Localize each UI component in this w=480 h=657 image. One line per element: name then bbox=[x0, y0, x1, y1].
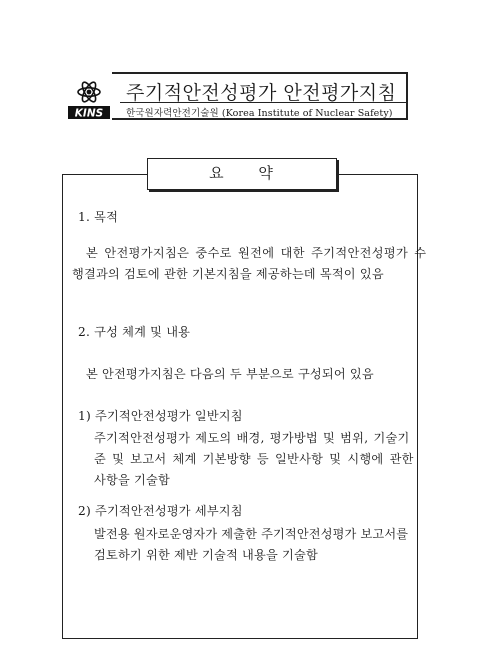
logo-text: KINS bbox=[74, 107, 104, 120]
section-2-intro: 본 안전평가지침은 다음의 두 부분으로 구성되어 있음 bbox=[86, 367, 374, 381]
kins-logo bbox=[68, 78, 110, 120]
section-1-heading: 1. 목적 bbox=[78, 210, 119, 224]
summary-title: 요 약 bbox=[147, 158, 337, 190]
item-1-line-2: 준 및 보고서 체계 기본방향 등 일반사항 및 시행에 관한 bbox=[94, 452, 414, 466]
section-1-line-2: 행결과의 검토에 관한 기본지침을 제공하는데 목적이 있음 bbox=[72, 267, 384, 281]
title-divider bbox=[120, 102, 406, 103]
atom-logo-icon bbox=[68, 78, 110, 120]
document-subtitle: 한국원자력안전기술원 (Korea Institute of Nuclear Safety) bbox=[126, 108, 393, 119]
item-1-line-1: 주기적안전성평가 제도의 배경, 평가방법 및 범위, 기술기 bbox=[94, 431, 410, 445]
document-header bbox=[68, 72, 410, 122]
section-1-line-1: 본 안전평가지침은 중수로 원전에 대한 주기적안전성평가 수 bbox=[86, 246, 427, 260]
document-title: 주기적안전성평가 안전평가지침 bbox=[126, 82, 397, 104]
item-1-line-3: 사항을 기술함 bbox=[94, 473, 170, 487]
item-1-heading: 1) 주기적안전성평가 일반지침 bbox=[78, 409, 243, 423]
item-2-line-1: 발전용 원자로운영자가 제출한 주기적안전성평가 보고서를 bbox=[94, 527, 409, 541]
title-box bbox=[112, 72, 408, 120]
section-2-heading: 2. 구성 체계 및 내용 bbox=[78, 325, 191, 339]
item-2-heading: 2) 주기적안전성평가 세부지침 bbox=[78, 504, 243, 518]
item-2-line-2: 검토하기 위한 제반 기술적 내용을 기술함 bbox=[94, 548, 318, 562]
